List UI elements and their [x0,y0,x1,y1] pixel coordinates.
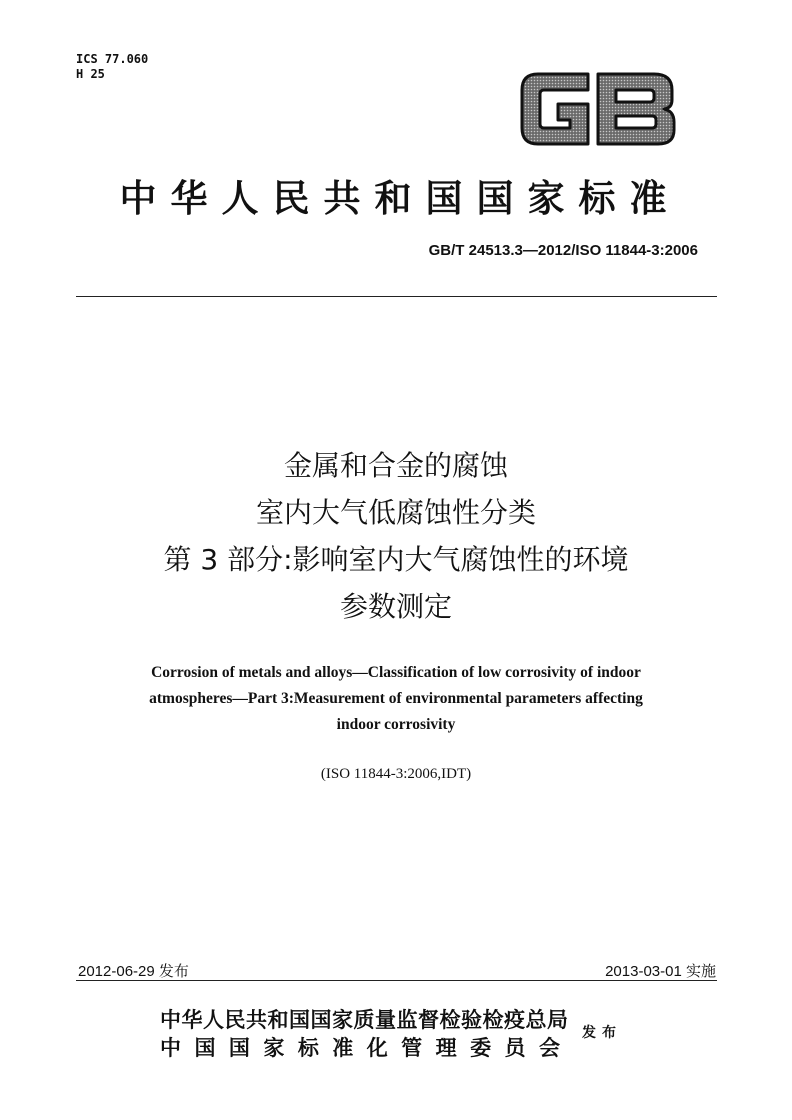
publish-label: 发布 [582,1025,622,1041]
ccs-code: H 25 [76,67,105,81]
implementation-date: 2013-03-01 实施 [605,963,716,980]
ics-code: ICS 77.060 [76,52,149,66]
chinese-title-line-3: 第 3 部分:影响室内大气腐蚀性的环境 [163,543,629,576]
issue-date: 2012-06-29 发布 [78,963,189,980]
english-title-line-2: atmospheres—Part 3:Measurement of environmental parameters affecting [149,690,643,707]
chinese-title [0,442,792,630]
gb-logo [518,64,678,154]
iso-equivalence: (ISO 11844-3:2006,IDT) [320,766,472,782]
classification-codes [76,52,148,82]
national-standard-title: 中华人民共和国国家标准 [119,176,681,220]
issuer-aqsiq: 中华人民共和国国家质量监督检验检疫总局 [160,1007,569,1032]
chinese-title-line-2: 室内大气低腐蚀性分类 [255,496,536,529]
english-title [96,660,696,738]
english-title-line-3: indoor corrosivity [336,716,456,733]
issuer-sac: 中国国家标准化管理委员会 [160,1035,560,1060]
english-title-line-1: Corrosion of metals and alloys—Classification of low corrosivity of indoor [151,664,641,681]
standard-number: GB/T 24513.3—2012/ISO 11844-3:2006 [428,242,698,259]
bottom-divider [76,980,717,981]
chinese-title-line-4: 参数测定 [339,590,452,623]
chinese-title-line-1: 金属和合金的腐蚀 [283,449,508,482]
top-divider [76,296,717,297]
